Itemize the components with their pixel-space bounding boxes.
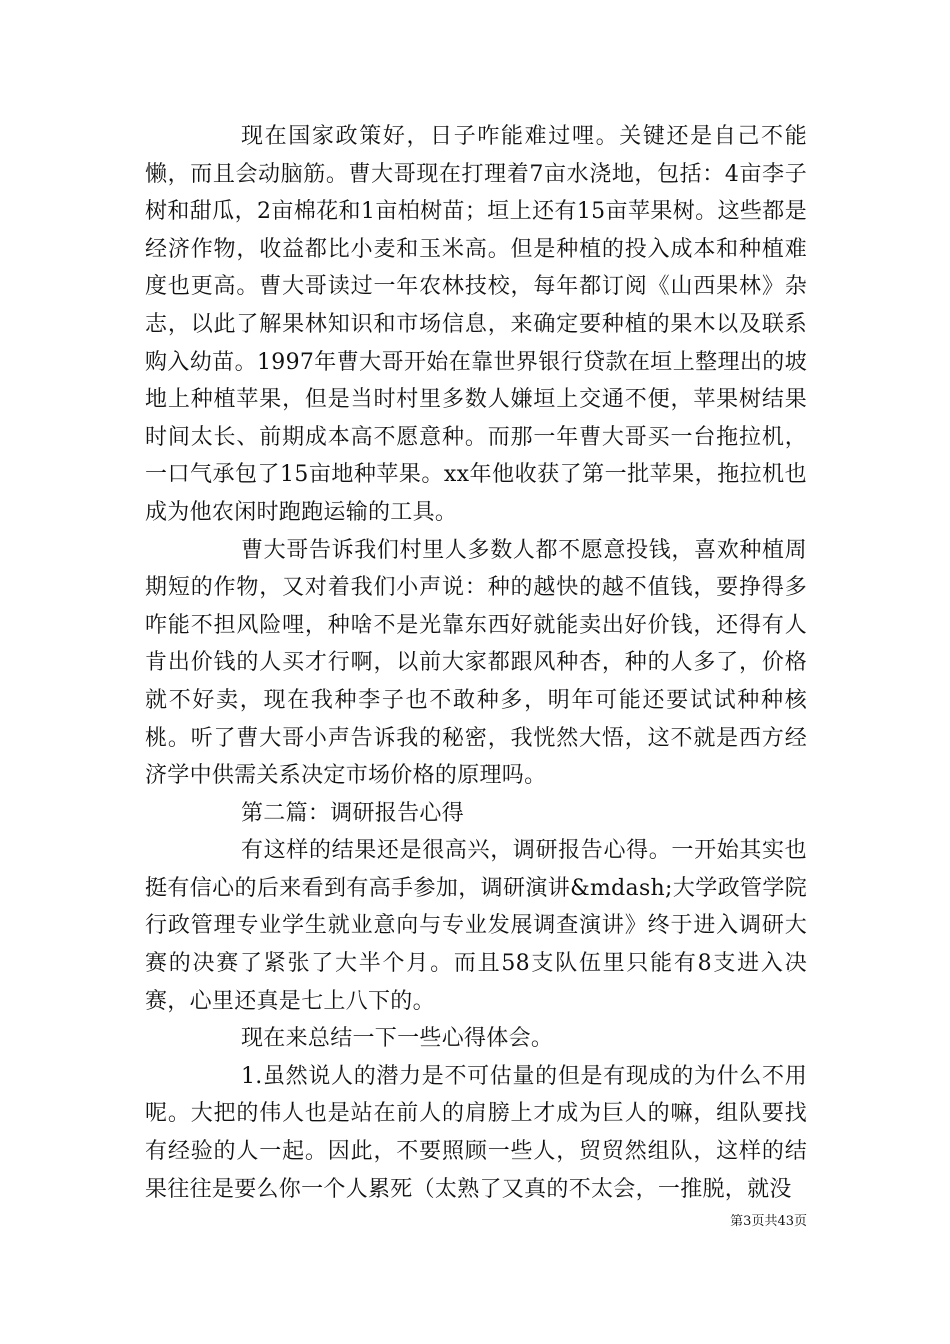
- paragraph-3: 有这样的结果还是很高兴，调研报告心得。一开始其实也挺有信心的后来看到有高手参加，调研演讲&mdash;大学政管学院行政管理专业学生就业意向与专业发展调查演讲》终于进入调研大赛的决赛了紧张了大半个月。而且58支队伍里只能有8支进入决赛，心里还真是七上八下的。: [145, 838, 807, 1014]
- paragraph-2: 曹大哥告诉我们村里人多数人都不愿意投钱，喜欢种植周期短的作物，又对着我们小声说：种的越快的越不值钱，要挣得多咋能不担风险哩，种啥不是光靠东西好就能卖出好价钱，还得有人肯出价钱的人买才行啊，以前大家都跟风种杏，种的人多了，价格就不好卖，现在我种李子也不敢种多，明年可能还要试试种种核桃。听了曹大哥小声告诉我的秘密，我恍然大悟，这不就是西方经济学中供需关系决定市场价格的原理吗。: [145, 537, 807, 789]
- paragraph-5: 1.虽然说人的潜力是不可估量的但是有现成的为什么不用呢。大把的伟人也是站在前人的肩膀上才成为巨人的嘛，组队要找有经验的人一起。因此，不要照顾一些人，贸贸然组队，这样的结果往往是要么你一个人累死（太熟了又真的不太会，一推脱，就没: [145, 1063, 807, 1202]
- document-body: [145, 118, 807, 1208]
- section-heading: 第二篇：调研报告心得: [241, 800, 465, 826]
- page-number-footer: 第3页共43页: [730, 1214, 807, 1229]
- paragraph-1: 现在国家政策好，日子咋能难过哩。关键还是自己不能懒，而且会动脑筋。曹大哥现在打理着7亩水浇地，包括：4亩李子树和甜瓜，2亩棉花和1亩柏树苗；垣上还有15亩苹果树。这些都是经济作物，收益都比小麦和玉米高。但是种植的投入成本和种植难度也更高。曹大哥读过一年农林技校，每年都订阅《山西果林》杂志，以此了解果林知识和市场信息，来确定要种植的果木以及联系购入幼苗。1997年曹大哥开始在靠世界银行贷款在垣上整理出的坡地上种植苹果，但是当时村里多数人嫌垣上交通不便，苹果树结果时间太长、前期成本高不愿意种。而那一年曹大哥买一台拖拉机，一口气承包了15亩地种苹果。xx年他收获了第一批苹果，拖拉机也成为他农闲时跑跑运输的工具。: [145, 124, 807, 525]
- paragraph-4: 现在来总结一下一些心得体会。: [241, 1026, 554, 1052]
